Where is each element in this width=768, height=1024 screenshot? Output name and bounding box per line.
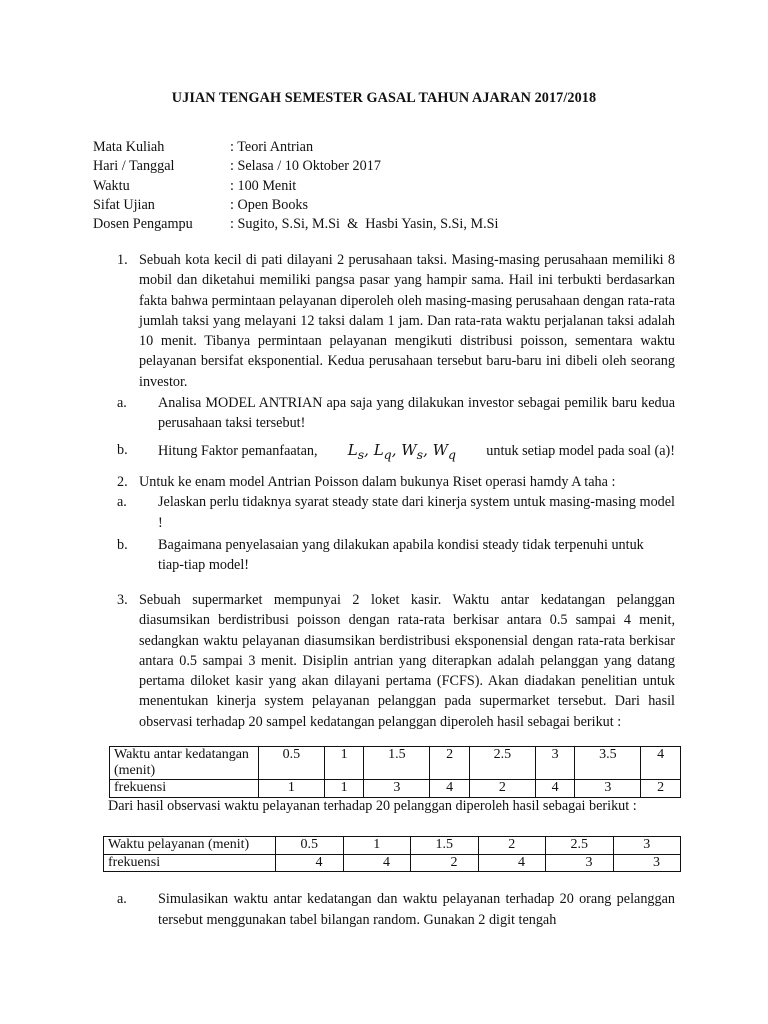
table-cell: 2 (478, 837, 546, 855)
table-cell: 2 (469, 780, 535, 798)
question-text: Sebuah supermarket mempunyai 2 loket kasir. Waktu antar kedatangan pelanggan diasumsikan berdistribusi poisson dengan rata-rata berkisar antara 0.5 sampai 4 menit, sedangkan waktu pelayanan diasumsikan berdistribusi eksponensial dengan rata-rata berkisar antara 0.5 sampai 3 menit. Disiplin antrian yang diterapkan adalah pelanggan yang datang pertama diloket kasir yang akan dilayani pertama (FCFS). Akan diadakan penelitian untuk menentukan kinerja system pelayanan pelanggan pada supermarket tersebut. Dari hasil observasi terhadap 20 sampel kedatangan pelanggan diperoleh hasil sebagai berikut : (139, 592, 675, 730)
question-number: 1. (117, 252, 128, 268)
sub-letter: a. (117, 395, 127, 412)
question-1b (117, 437, 675, 468)
table-cell: 2 (430, 747, 470, 780)
table-header-label: Waktu antar kedatangan (menit) (110, 747, 259, 780)
question-number: 2. (117, 474, 128, 490)
sub-text (158, 437, 675, 468)
table-cell: 3 (546, 854, 614, 872)
info-value: : Open Books (230, 196, 309, 213)
info-value: : 100 Menit (230, 177, 297, 194)
table-cell: 4 (276, 854, 344, 872)
table-cell: 0.5 (276, 837, 344, 855)
table-cell: 2 (411, 854, 479, 872)
question-3 (117, 590, 675, 732)
sub-text: Bagaimana penyelasaian yang dilakukan apabila kondisi steady tidak terpenuhi untuk tiap-tiap model! (158, 536, 644, 574)
formula-intro: Hitung Faktor pemanfaatan, (158, 442, 318, 459)
question-1a (117, 393, 675, 434)
question-2 (117, 472, 675, 575)
formula-symbols: $L_s$, $L_q$, $W_s$, $W_q$ (347, 440, 457, 462)
table-cell: 1.5 (364, 747, 430, 780)
sub-text: Simulasikan waktu antar kedatangan dan waktu pelayanan terhadap 20 orang pelanggan tersebut menggunakan tabel bilangan random. Gunakan 2 digit tengah (158, 891, 675, 928)
sub-text: Jelaskan perlu tidaknya syarat steady state dari kinerja system untuk masing-masing model ! (158, 494, 675, 531)
table-cell: 0.5 (259, 747, 325, 780)
info-label: Sifat Ujian (93, 196, 155, 213)
table-cell: 3 (613, 837, 681, 855)
sub-item (117, 889, 675, 931)
info-row-date (93, 156, 498, 175)
info-label: Waktu (93, 177, 130, 194)
table-row-label: frekuensi (104, 854, 276, 872)
sub-letter: b. (117, 536, 128, 553)
table-cell: 3 (364, 780, 430, 798)
table-row (110, 780, 681, 798)
table-cell: 3.5 (575, 747, 641, 780)
info-value: : Selasa / 10 Oktober 2017 (230, 158, 381, 175)
table-cell: 1 (343, 837, 411, 855)
table-cell: 1 (324, 747, 364, 780)
exam-info (93, 137, 498, 233)
question-1 (117, 250, 675, 468)
table-cell: 2.5 (469, 747, 535, 780)
table-cell: 1.5 (411, 837, 479, 855)
info-label: Hari / Tanggal (93, 158, 175, 175)
table-cell: 1 (324, 780, 364, 798)
formula-outro: untuk setiap model pada soal (a)! (486, 442, 675, 459)
table-row (104, 837, 681, 855)
table-header-label: Waktu pelayanan (menit) (104, 837, 276, 855)
table-cell: 4 (478, 854, 546, 872)
table-cell: 4 (343, 854, 411, 872)
question-number: 3. (117, 592, 128, 608)
sub-letter: a. (117, 891, 127, 907)
info-row-duration (93, 176, 498, 195)
question-text: Untuk ke enam model Antrian Poisson dalam bukunya Riset operasi hamdy A taha : (139, 474, 616, 490)
info-value: : Teori Antrian (230, 139, 314, 155)
table-row (104, 854, 681, 872)
table-cell: 3 (613, 854, 681, 872)
question-text: Sebuah kota kecil di pati dilayani 2 perusahaan taksi. Masing-masing perusahaan memiliki 8 mobil dan diketahui memiliki pangsa pasar yang hampir sama. Hail ini terbukti berdasarkan fakta bahwa permintaan pelayanan diperoleh oleh masing-masing perusahaan dengan rata-rata jumlah taksi yang melayani 12 taksi dalam 1 jam. Dan rata-rata waktu perjalanan taksi adalah 10 menit. Tibanya permintaan pelayanan mengikuti distribusi poisson, sementara waktu pelayanan bersifat eksponential. Kedua perusahaan tersebut baru-baru ini dibeli oleh seorang investor. (139, 252, 675, 390)
table-cell: 4 (430, 780, 470, 798)
table-cell: 4 (535, 780, 575, 798)
question-2a (117, 492, 675, 533)
exam-title: UJIAN TENGAH SEMESTER GASAL TAHUN AJARAN 2017/2018 (171, 90, 597, 106)
info-label: Mata Kuliah (93, 139, 165, 155)
service-time-table (103, 836, 681, 872)
info-row-course (93, 137, 498, 156)
arrival-time-table (109, 746, 681, 798)
question-2b (117, 535, 675, 576)
table-cell: 2.5 (546, 837, 614, 855)
sub-letter: b. (117, 441, 128, 458)
info-row-exam-type (93, 195, 498, 214)
service-intro-text: Dari hasil observasi waktu pelayanan terhadap 20 pelanggan diperoleh hasil sebagai berikut : (108, 798, 637, 814)
question-3a (117, 889, 675, 931)
table-cell: 4 (641, 747, 681, 780)
info-row-lecturer (93, 214, 498, 233)
table-row-label: frekuensi (110, 780, 259, 798)
sub-letter: a. (117, 494, 127, 511)
table-cell: 3 (535, 747, 575, 780)
table-cell: 3 (575, 780, 641, 798)
info-label: Dosen Pengampu (93, 216, 193, 233)
table-row (110, 747, 681, 780)
info-value: : Sugito, S.Si, M.Si & Hasbi Yasin, S.Si, M.Si (230, 216, 499, 233)
sub-text: Analisa MODEL ANTRIAN apa saja yang dilakukan investor sebagai pemilik baru kedua perusahaan taksi tersebut! (158, 395, 675, 432)
table-cell: 2 (641, 780, 681, 798)
table-cell: 1 (259, 780, 325, 798)
